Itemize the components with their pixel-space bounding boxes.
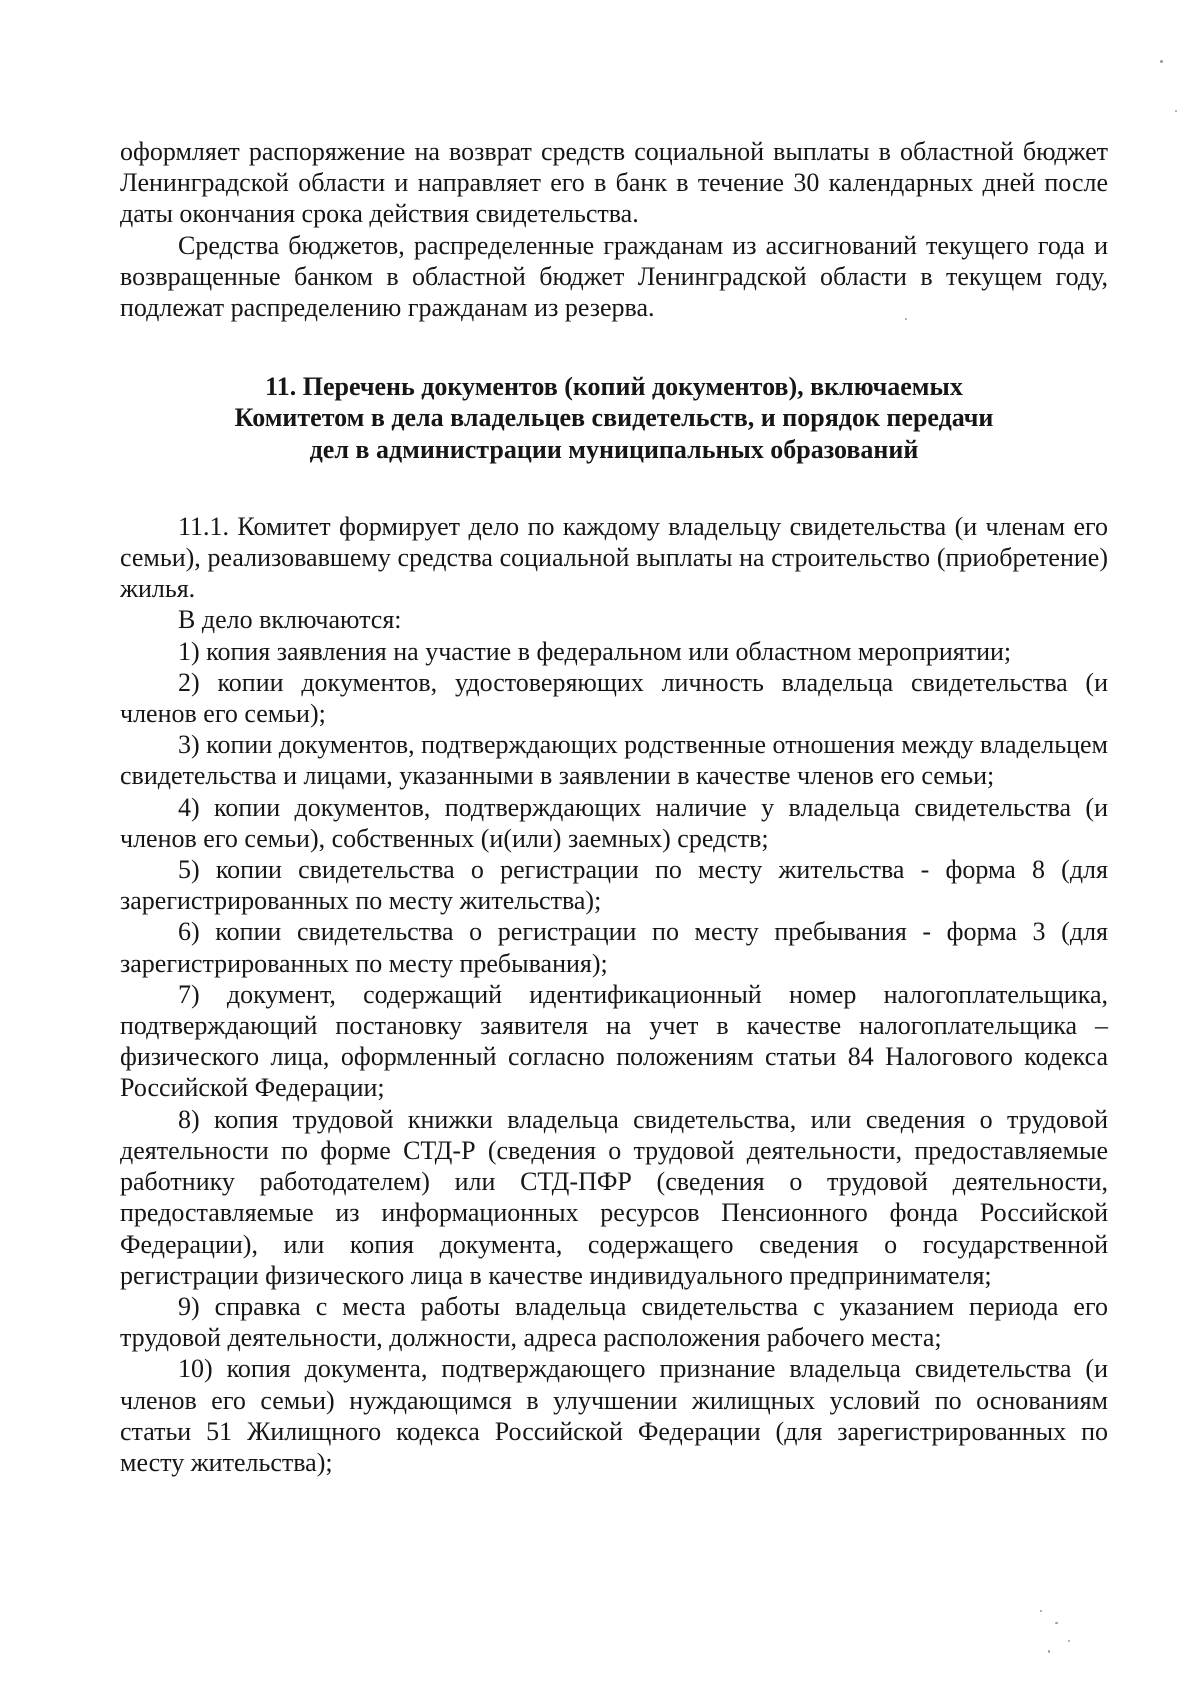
paragraph-continuation: оформляет распоряжение на возврат средств социальной выплаты в областной бюджет Ленинградской области и направляет его в банк в течение 30 календарных дней после даты окончания срока действия свидетельства.	[120, 137, 1108, 229]
section-heading-line-2: Комитетом в дела владельцев свидетельств, и порядок передачи	[234, 403, 994, 433]
paragraph-list-lead: В дело включаются:	[178, 605, 402, 635]
scan-speck	[1068, 1640, 1070, 1642]
list-item-5: 5) копии свидетельства о регистрации по месту жительства - форма 8 (для зарегистрированных по месту жительства);	[120, 855, 1108, 916]
scan-speck	[905, 318, 907, 320]
scan-speck	[1055, 1622, 1058, 1624]
list-item-1: 1) копия заявления на участие в федеральном или областном мероприятии;	[178, 636, 1012, 666]
scan-speck	[1160, 60, 1163, 63]
list-item-2: 2) копии документов, удостоверяющих личность владельца свидетельства (и членов его семьи);	[120, 667, 1108, 729]
paragraph-11-1: 11.1. Комитет формирует дело по каждому владельцу свидетельства (и членам его семьи), реализовавшему средства социальной выплаты на строительство (приобретение) жилья.	[120, 511, 1108, 604]
page-content	[120, 136, 1108, 1478]
list-item-7: 7) документ, содержащий идентификационный номер налогоплательщика, подтверждающий постановку заявителя на учет в качестве налогоплательщика – физического лица, оформленный согласно положениям статьи 84 Налогового кодекса Российской Федерации;	[120, 979, 1108, 1103]
list-item-3: 3) копии документов, подтверждающих родственные отношения между владельцем свидетельства и лицами, указанными в заявлении в качестве членов его семьи;	[120, 730, 1108, 791]
section-heading-line-3: дел в администрации муниципальных образований	[309, 434, 919, 464]
list-item-10: 10) копия документа, подтверждающего признание владельца свидетельства (и членов его семьи) нуждающимся в улучшении жилищных условий по основаниям статьи 51 Жилищного кодекса Российской Федерации (для зарегистрированных по месту жительства);	[120, 1354, 1108, 1477]
paragraph-budget-funds: Средства бюджетов, распределенные гражданам из ассигнований текущего года и возвращенные банком в областной бюджет Ленинградской области в текущем году, подлежат распределению гражданам из резерва.	[120, 230, 1108, 323]
list-item-6: 6) копии свидетельства о регистрации по месту пребывания - форма 3 (для зарегистрированных по месту пребывания);	[120, 917, 1108, 978]
section-heading-line-1: 11. Перечень документов (копий документов), включаемых	[265, 372, 963, 402]
list-item-4: 4) копии документов, подтверждающих наличие у владельца свидетельства (и членов его семьи), собственных (и(или) заемных) средств;	[120, 792, 1108, 853]
list-item-8: 8) копия трудовой книжки владельца свидетельства, или сведения о трудовой деятельности по форме СТД-Р (сведения о трудовой деятельности, предоставляемые работнику работодателем) или СТД-ПФР (сведения о трудовой деятельности, предоставляемые из информационных ресурсов Пенсионного фонда Российской Федерации), или копия документа, содержащего сведения о государственной регистрации физического лица в качестве индивидуального предпринимателя;	[120, 1104, 1108, 1290]
section-heading	[120, 371, 1108, 465]
scan-speck	[1175, 110, 1177, 112]
scan-speck	[1048, 1650, 1050, 1653]
scan-speck	[1040, 1610, 1042, 1612]
list-item-9: 9) справка с места работы владельца свидетельства с указанием периода его трудовой деятельности, должности, адреса расположения рабочего места;	[120, 1291, 1108, 1353]
